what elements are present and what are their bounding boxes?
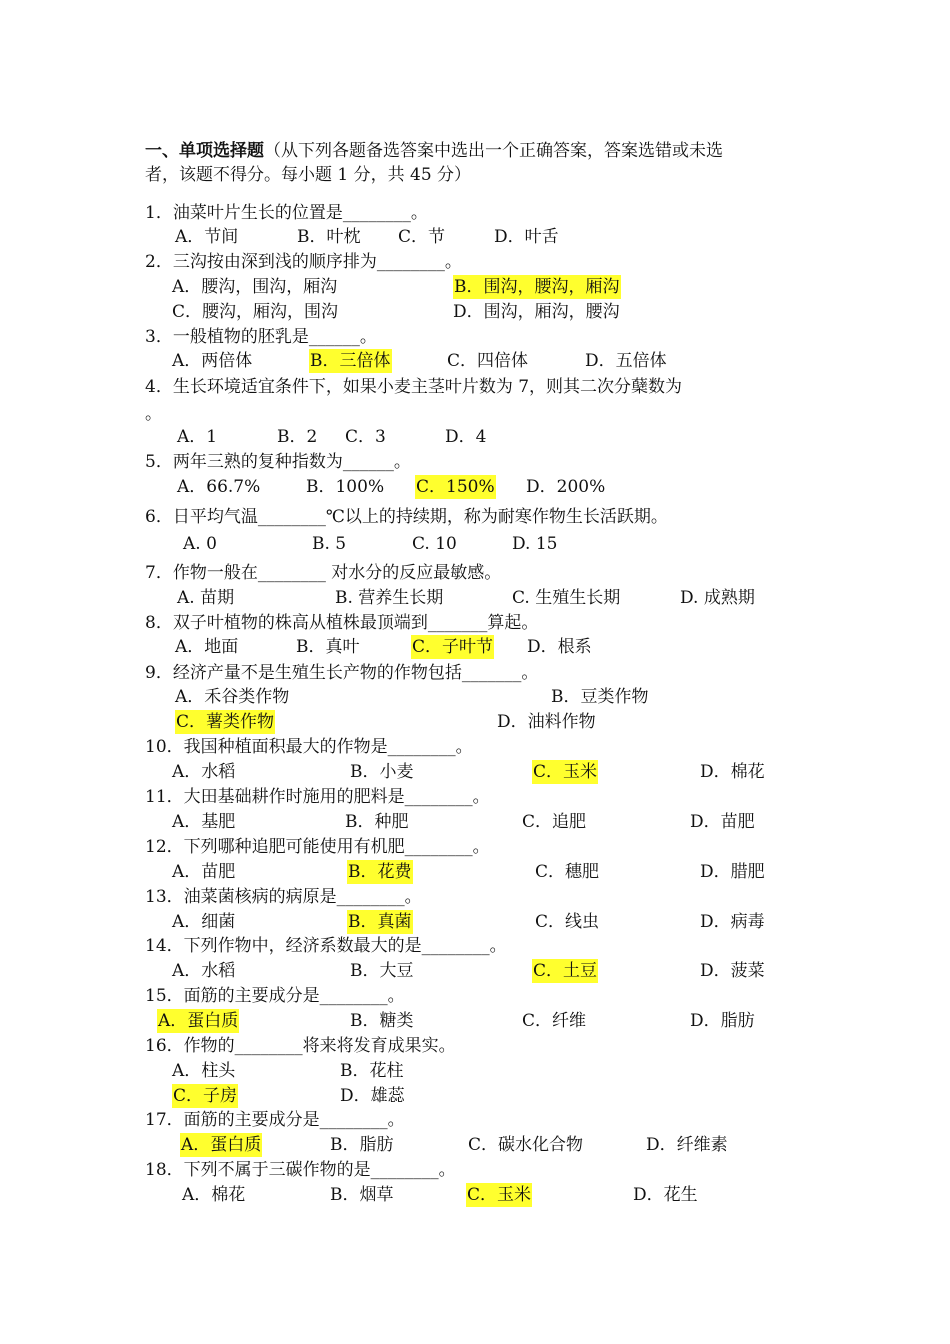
option: D．苗肥 — [690, 812, 755, 832]
option: B．大豆 — [350, 961, 414, 981]
question-text: 4．生长环境适宜条件下，如果小麦主茎叶片数为 7，则其二次分蘖数为 — [145, 377, 683, 397]
section-intro-line1: （从下列各题备选答案中选出一个正确答案，答案选错或未选 — [264, 141, 723, 161]
option: A．地面 — [175, 637, 239, 657]
option: D．脂肪 — [690, 1011, 755, 1031]
option: A．细菌 — [172, 912, 236, 932]
option: C. 生殖生长期 — [512, 588, 621, 608]
question-text: 7．作物一般在________ 对水分的反应最敏感。 — [145, 563, 502, 583]
option: C．碳水化合物 — [468, 1135, 584, 1155]
option: C. 10 — [412, 534, 457, 554]
section-intro-line2: 者，该题不得分。每小题 1 分，共 45 分） — [145, 165, 472, 185]
option: C．节 — [398, 227, 446, 247]
question-text: 2．三沟按由深到浅的顺序排为________。 — [145, 252, 462, 272]
option-highlighted: C．土豆 — [533, 961, 598, 981]
option: B．种肥 — [345, 812, 409, 832]
option-highlighted: C．150% — [416, 477, 495, 497]
option: C．腰沟，厢沟，围沟 — [172, 302, 339, 322]
option: D．花生 — [633, 1185, 698, 1205]
question-text: 3．一般植物的胚乳是______。 — [145, 327, 377, 347]
option: A. 苗期 — [177, 588, 235, 608]
question-text: 13．油菜菌核病的病原是________。 — [145, 887, 422, 907]
option: D．病毒 — [700, 912, 765, 932]
option: C．线虫 — [535, 912, 600, 932]
question-text: 。 — [145, 404, 162, 424]
option-highlighted: A．蛋白质 — [158, 1011, 239, 1031]
question-text: 6．日平均气温________℃以上的持续期，称为耐寒作物生长活跃期。 — [145, 507, 668, 527]
section-title: 一、单项选择题 — [145, 141, 264, 161]
option-highlighted: B．三倍体 — [310, 351, 391, 371]
option: D．菠菜 — [700, 961, 765, 981]
option: B．小麦 — [350, 762, 414, 782]
option: B．2 — [277, 427, 318, 447]
option: C．3 — [345, 427, 386, 447]
option: D．围沟，厢沟，腰沟 — [453, 302, 620, 322]
question-text: 9．经济产量不是生殖生长产物的作物包括_______。 — [145, 663, 539, 683]
option-highlighted: C．子房 — [173, 1086, 238, 1106]
question-text: 16．作物的________将来将发育成果实。 — [145, 1036, 456, 1056]
option: C．纤维 — [522, 1011, 587, 1031]
option: A．基肥 — [172, 812, 236, 832]
option: B．真叶 — [296, 637, 360, 657]
option-highlighted: A．蛋白质 — [181, 1135, 262, 1155]
option: A．腰沟，围沟，厢沟 — [172, 277, 338, 297]
option-highlighted: C．玉米 — [533, 762, 598, 782]
option: B．叶枕 — [297, 227, 361, 247]
option: C．追肥 — [522, 812, 587, 832]
question-text: 1．油菜叶片生长的位置是________。 — [145, 203, 428, 223]
option: D．五倍体 — [585, 351, 667, 371]
option: C．穗肥 — [535, 862, 600, 882]
option: D．叶舌 — [494, 227, 559, 247]
question-text: 5．两年三熟的复种指数为______。 — [145, 452, 411, 472]
option: A．柱头 — [172, 1061, 236, 1081]
question-text: 10．我国种植面积最大的作物是________。 — [145, 737, 473, 757]
option: B．花柱 — [340, 1061, 404, 1081]
option: D．200% — [526, 477, 606, 497]
option: D．雄蕊 — [340, 1086, 405, 1106]
option: A．两倍体 — [172, 351, 253, 371]
option: B．脂肪 — [330, 1135, 394, 1155]
option: B．烟草 — [330, 1185, 394, 1205]
option-highlighted: B．真菌 — [348, 912, 412, 932]
option: A．水稻 — [172, 961, 236, 981]
question-text: 12．下列哪种追肥可能使用有机肥________。 — [145, 837, 490, 857]
option-highlighted: B．花费 — [348, 862, 412, 882]
option: C．四倍体 — [447, 351, 529, 371]
option: D. 15 — [512, 534, 558, 554]
option: A. 0 — [183, 534, 217, 554]
option: D．腊肥 — [700, 862, 765, 882]
option: D．4 — [445, 427, 487, 447]
question-text: 18．下列不属于三碳作物的是________。 — [145, 1160, 456, 1180]
option: B．100% — [306, 477, 385, 497]
option-highlighted: C．子叶节 — [412, 637, 494, 657]
option: D．油料作物 — [497, 712, 596, 732]
option: D. 成熟期 — [680, 588, 755, 608]
option: A．棉花 — [182, 1185, 246, 1205]
option-highlighted: C．玉米 — [467, 1185, 532, 1205]
option: A．节间 — [175, 227, 239, 247]
option: A．66.7% — [177, 477, 261, 497]
option: B. 5 — [312, 534, 347, 554]
option: D．纤维素 — [646, 1135, 728, 1155]
option: D．根系 — [527, 637, 592, 657]
question-text: 8．双子叶植物的株高从植株最顶端到_______算起。 — [145, 613, 539, 633]
question-text: 17．面筋的主要成分是________。 — [145, 1110, 405, 1130]
question-text: 14．下列作物中，经济系数最大的是________。 — [145, 936, 507, 956]
option: A．1 — [177, 427, 218, 447]
question-text: 11．大田基础耕作时施用的肥料是________。 — [145, 787, 490, 807]
option: B. 营养生长期 — [335, 588, 444, 608]
option: A．禾谷类作物 — [175, 687, 290, 707]
option: A．水稻 — [172, 762, 236, 782]
question-text: 15．面筋的主要成分是________。 — [145, 986, 405, 1006]
option-highlighted: C．薯类作物 — [176, 712, 275, 732]
option-highlighted: B．围沟，腰沟，厢沟 — [454, 277, 620, 297]
option: B．糖类 — [350, 1011, 414, 1031]
option: B．豆类作物 — [551, 687, 649, 707]
option: D．棉花 — [700, 762, 765, 782]
option: A．苗肥 — [172, 862, 236, 882]
